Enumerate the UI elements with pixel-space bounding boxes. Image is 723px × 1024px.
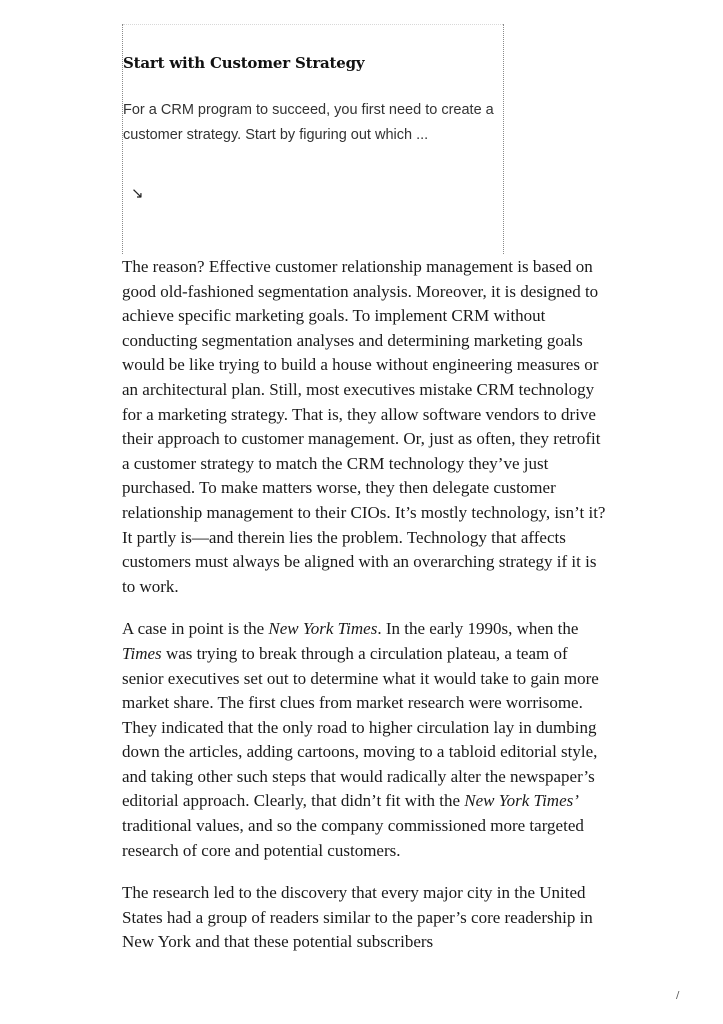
article-paragraph: The reason? Effective customer relationship management is based on good old-fashioned segmentation analysis. Moreover, it is designed to achieve specific marketing goals. To implement CRM without conducting segmentation analyses and determining marketing goals would be like trying to build a house without engineering measures or an architectural plan. Still, most executives mistake CRM technology for a marketing strategy. That is, they allow software vendors to drive their approach to customer management. Or, just as often, they retrofit a customer strategy to match the CRM technology they’ve just purchased. To make matters worse, they then delegate customer relationship management to their CIOs. It’s mostly technology, isn’t it? It partly is—and therein lies the problem. Technology that affects customers must always be aligned with an overarching strategy if it is to work. [122, 257, 606, 596]
related-article-excerpt: For a CRM program to succeed, you first need to create a customer strategy. Start by figuring out which ... [123, 102, 494, 143]
paragraph-text: was trying to break through a circulation plateau, a team of senior executives set out to determine what it would take to gain more market share. The first clues from market research were worrisome. They indicated that the only road to higher circulation lay in dumbing down the articles, adding cartoons, moving to a tabloid editorial style, and taking other such steps that would radically alter the newspaper’s editorial approach. Clearly, that didn’t fit with the [122, 643, 599, 811]
publication-name: New York Times [268, 619, 378, 639]
article-body [122, 255, 606, 973]
article-paragraph [122, 617, 606, 863]
article-paragraph: The research led to the discovery that every major city in the United States had a group of readers similar to the paper’s core readership in New York and that these potential subscribers [122, 883, 593, 952]
paragraph-text: A case in point is the [122, 619, 269, 639]
paragraph-text: . In the early 1990s, when the [377, 619, 579, 639]
paragraph-text: traditional values, and so the company commissioned more targeted research of core and potential customers. [122, 816, 584, 860]
page-corner-mark: / [676, 990, 680, 1001]
publication-name: Times [122, 643, 162, 663]
publication-name: New York Times’ [464, 791, 579, 811]
arrow-down-right-icon[interactable]: ↘ [131, 184, 144, 202]
related-article-title[interactable]: Start with Customer Strategy [123, 54, 365, 72]
related-article-card[interactable] [122, 24, 504, 254]
